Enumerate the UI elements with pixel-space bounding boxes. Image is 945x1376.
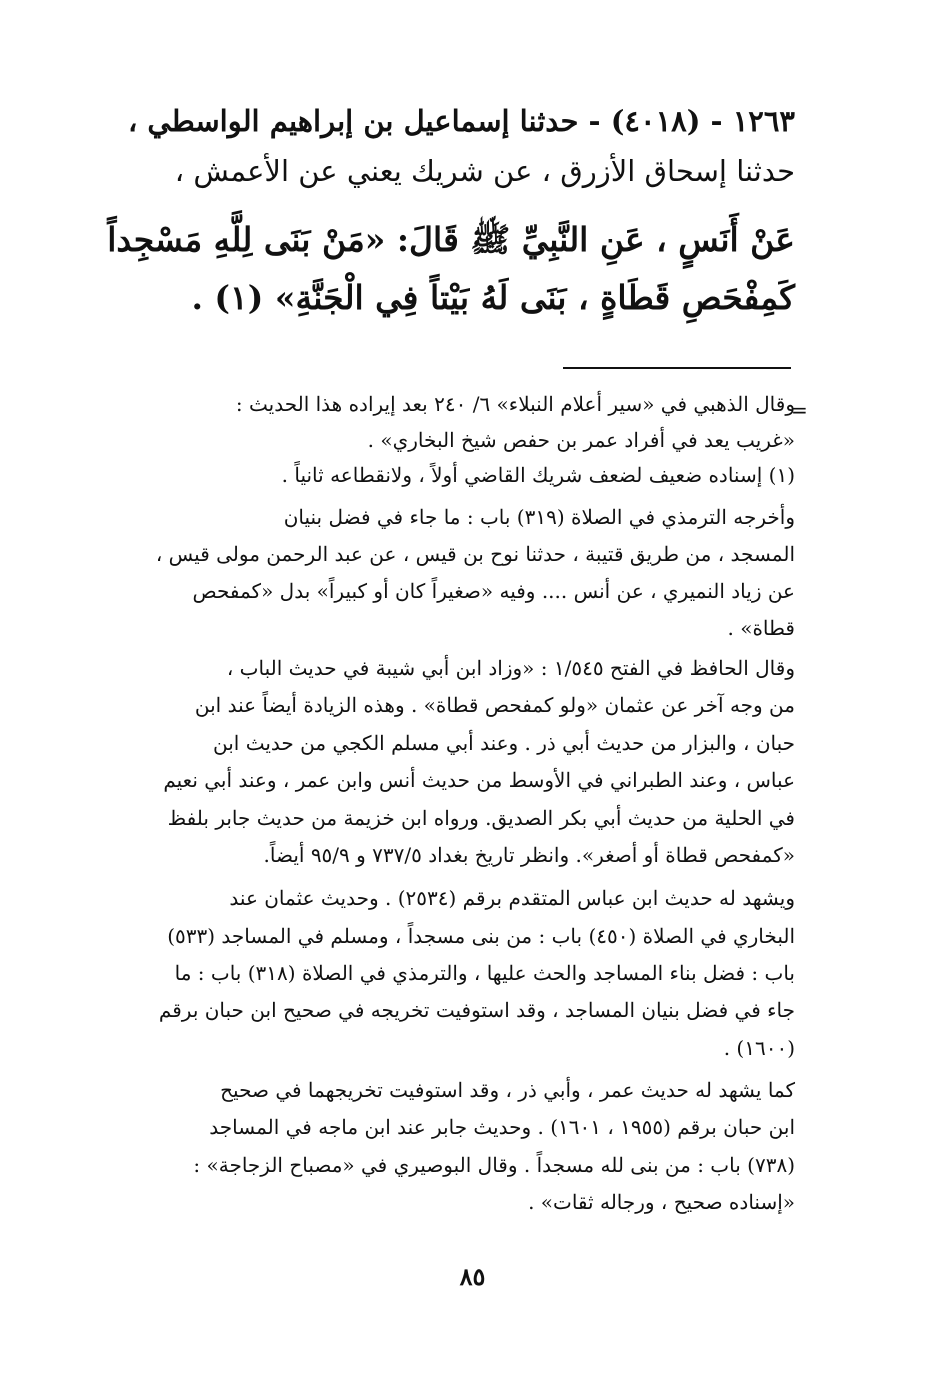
continuation-marker: = xyxy=(791,398,808,422)
footnote-line: باب : فضل بناء المساجد والحث عليها ، والترمذي في الصلاة (٣١٨) باب : ما xyxy=(174,961,795,985)
footnote-line: «غريب يعد في أفراد عمر بن حفص شيخ البخاري» . xyxy=(367,428,795,452)
footnote-line: (٧٣٨) باب : من بنى لله مسجداً . وقال البوصيري في «مصباح الزجاجة» : xyxy=(193,1153,795,1177)
footnote-line: في الحلية من حديث أبي بكر الصديق. ورواه ابن خزيمة من حديث جابر بلفظ xyxy=(167,806,795,830)
footnote-line: وقال الحافظ في الفتح ١/٥٤٥ : «وزاد ابن أبي شيبة في حديث الباب ، xyxy=(226,656,795,680)
footnote-separator xyxy=(563,367,791,369)
footnote-line: عن زياد النميري ، عن أنس .... وفيه «صغيراً كان أو كبيراً» بدل «كمفحص xyxy=(192,579,795,603)
footnote-line: وقال الذهبي في «سير أعلام النبلاء» ٦/ ٢٤٠ بعد إيراده هذا الحديث : xyxy=(235,392,795,416)
footnote-line: حبان ، والبزار من حديث أبي ذر . وعند أبي مسلم الكجي من حديث ابن xyxy=(213,731,795,755)
hadith-text-line-1: عَنْ أَنَسٍ ، عَنِ النَّبِيِّ ﷺ قَالَ: «مَنْ بَنَى لِلَّهِ مَسْجِداً xyxy=(107,220,795,259)
footnote-line: (١) إسناده ضعيف لضعف شريك القاضي أولاً ، ولانقطاعه ثانياً . xyxy=(281,463,795,487)
footnote-line: ويشهد له حديث ابن عباس المتقدم برقم (٢٥٣٤) . وحديث عثمان عند xyxy=(229,886,795,910)
footnote-line: «كمفحص قطاة أو أصغر». وانظر تاريخ بغداد ٧٣٧/٥ و ٩٥/٩ أيضاً. xyxy=(263,843,795,867)
footnote-line: وأخرجه الترمذي في الصلاة (٣١٩) باب : ما جاء في فضل بنيان xyxy=(283,505,795,529)
footnote-line: قطاة» . xyxy=(727,616,795,640)
footnote-line: «إسناده صحيح ، ورجاله ثقات» . xyxy=(528,1190,795,1214)
footnote-line: ابن حبان برقم (١٩٥٥ ، ١٦٠١) . وحديث جابر عند ابن ماجه في المساجد xyxy=(209,1115,795,1139)
hadith-text-line-2: كَمِفْحَصِ قَطَاةٍ ، بَنَى لَهُ بَيْتاً فِي الْجَنَّةِ» (١) . xyxy=(191,278,795,317)
footnote-line: عباس ، وعند الطبراني في الأوسط من حديث أنس وابن عمر ، وعند أبي نعيم xyxy=(163,768,795,792)
footnote-line: جاء في فضل بنيان المساجد ، وقد استوفيت تخريجه في صحيح ابن حبان برقم xyxy=(158,998,795,1022)
isnad-line: حدثنا إسحاق الأزرق ، عن شريك يعني عن الأعمش ، xyxy=(174,154,795,188)
footnote-line: المسجد ، من طريق قتيبة ، حدثنا نوح بن قيس ، عن عبد الرحمن مولى قيس ، xyxy=(155,542,795,566)
hadith-number-line: ١٢٦٣ - (٤٠١٨) - حدثنا إسماعيل بن إبراهيم الواسطي ، xyxy=(127,104,795,138)
footnote-line: البخاري في الصلاة (٤٥٠) باب : من بنى مسجداً ، ومسلم في المساجد (٥٣٣) xyxy=(167,924,795,948)
page-number: ٨٥ xyxy=(459,1262,486,1291)
footnote-line: (١٦٠٠) . xyxy=(723,1036,795,1060)
footnote-line: كما يشهد له حديث عمر ، وأبي ذر ، وقد استوفيت تخريجهما في صحيح xyxy=(220,1078,795,1102)
footnote-line: من وجه آخر عن عثمان «ولو كمفحص قطاة» . وهذه الزيادة أيضاً عند ابن xyxy=(194,693,795,717)
